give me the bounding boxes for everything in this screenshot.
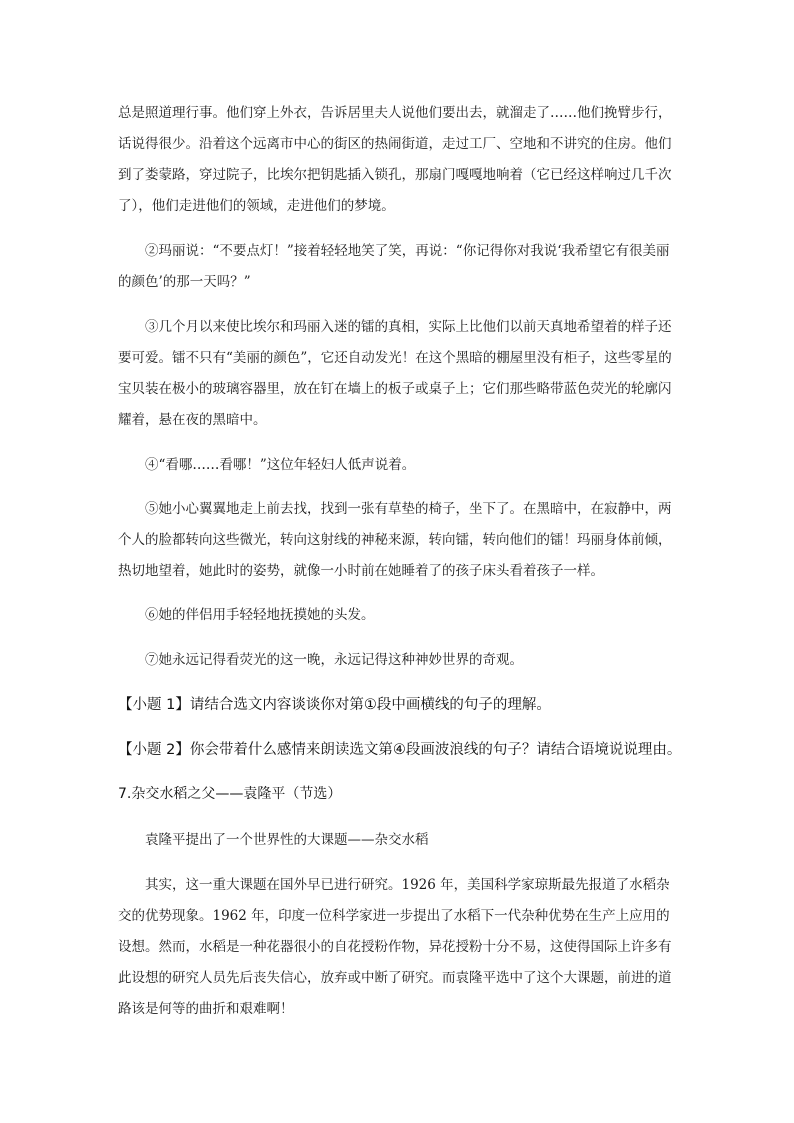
paragraph-7: ⑦她永远记得看荧光的这一晚，永远记得这种神妙世界的奇观。	[145, 652, 523, 668]
paragraph-6: ⑥她的伴侣用手轻轻地抚摸她的头发。	[145, 607, 375, 623]
question-2: 【小题 2】你会带着什么感情来朗读选文第④段画波浪线的句子？请结合语境说说理由。	[118, 742, 682, 758]
paragraph-4: ④“看哪……看哪！”这位年轻妇人低声说着。	[145, 457, 416, 473]
paragraph-1: 总是照道理行事。他们穿上外衣，告诉居里夫人说他们要出去，就溜走了……他们挽臂步行，话说得很少。沿着这个远离市中心的街区的热闹街道，走过工厂、空地和不讲究的住房。他们到了娄蒙路，穿过院子，比埃尔把钥匙插入锁孔，那扇门嘎嘎地响着（它已经这样响过几千次了），他们走进他们的领域，走进他们的梦境。	[118, 105, 672, 214]
paragraph-3: ③几个月以来使比埃尔和玛丽入迷的镭的真相，实际上比他们以前天真地希望着的样子还要可爱。镭不只有“美丽的颜色”，它还自动发光！在这个黑暗的棚屋里没有柜子，这些零星的宝贝装在极小的玻璃容器里，放在钉在墙上的板子或桌子上；它们那些略带蓝色荧光的轮廓闪耀着，悬在夜的黑暗中。	[118, 319, 672, 428]
section-paragraph: 其实，这一重大课题在国外早已进行研究。1926 年，美国科学家琼斯最先报道了水稻杂交的优势现象。1962 年，印度一位科学家进一步提出了水稻下一代杂种优势在生产上应用的设想。然而，水稻是一种花器很小的自花授粉作物，异花授粉十分不易，这使得国际上许多有此设想的研究人员先后丧失信心，放弃或中断了研究。而袁隆平选中了这个大课题，前进的道路该是何等的曲折和艰难啊！	[118, 877, 672, 1017]
section-heading: 7.杂交水稻之父——袁隆平（节选）	[118, 786, 342, 802]
question-1: 【小题 1】请结合选文内容谈谈你对第①段中画横线的句子的理解。	[118, 697, 551, 713]
paragraph-5: ⑤她小心翼翼地走上前去找，找到一张有草垫的椅子，坐下了。在黑暗中，在寂静中，两个人的脸都转向这些微光，转向这射线的神秘来源，转向镭，转向他们的镭！玛丽身体前倾，热切地望着，她此时的姿势，就像一小时前在她睡着了的孩子床头看着孩子一样。	[118, 501, 672, 579]
section-subtitle: 袁隆平提出了一个世界性的大课题——杂交水稻	[145, 832, 429, 848]
paragraph-2: ②玛丽说：“不要点灯！”接着轻轻地笑了笑，再说：“你记得你对我说‘我希望它有很美丽的颜色’的那一天吗？”	[118, 243, 670, 290]
